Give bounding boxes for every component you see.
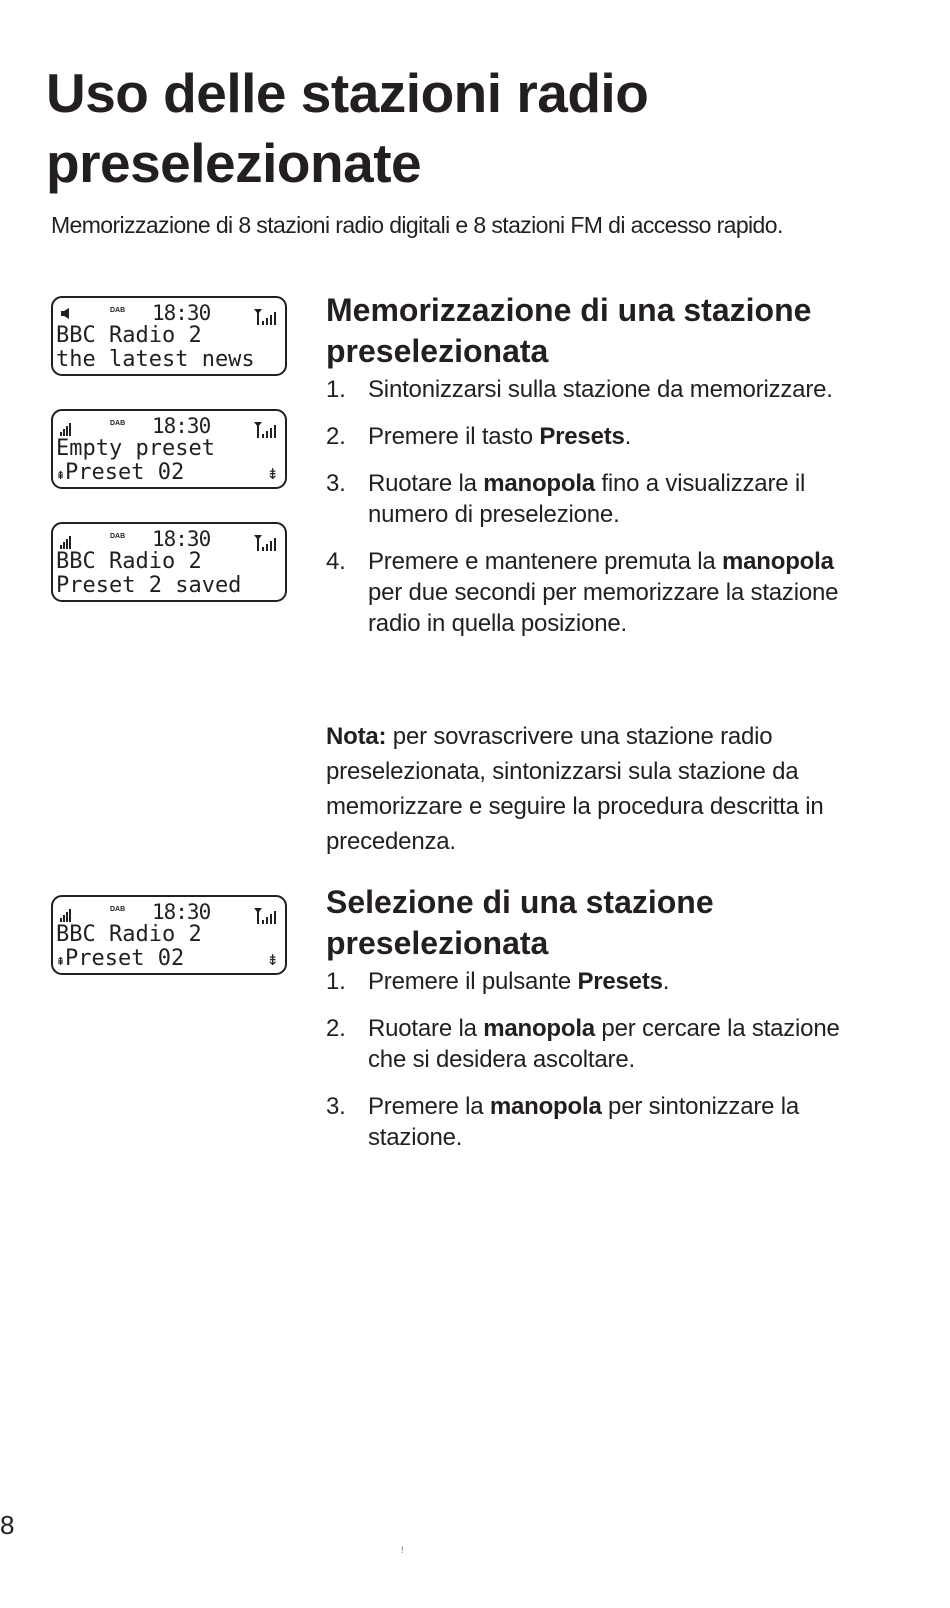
clock-readout: 18:30 (152, 301, 211, 325)
step-text-bold: manopola (483, 1015, 595, 1042)
lcd-line-1: BBC Radio 2 (56, 549, 202, 574)
up-down-arrow-icon: ⇞ (56, 465, 66, 483)
step-text-bold: manopola (483, 470, 595, 497)
signal-bars-icon (59, 907, 73, 923)
signal-strength-icon (253, 534, 281, 552)
signal-strength-icon (253, 308, 281, 326)
signal-strength-icon (253, 907, 281, 925)
store-preset-steps (326, 374, 866, 655)
signal-strength-icon (253, 421, 281, 439)
step-number: 3. (326, 470, 346, 497)
page-number: 8 (0, 1510, 15, 1540)
lcd-line-1: BBC Radio 2 (56, 323, 202, 348)
step-text: Sintonizzarsi sulla stazione da memorizzare. (368, 376, 833, 403)
volume-bars-icon (59, 308, 73, 324)
step-text-post: per due secondi per memorizzare la stazione radio in quella posizione. (368, 579, 839, 637)
list-item (326, 1091, 866, 1153)
step-text-bold: Presets (539, 423, 625, 450)
step-number: 1. (326, 376, 346, 403)
step-number: 2. (326, 423, 346, 450)
note-text: per sovrascrivere una stazione radio preselezionata, sintonizzarsi sula stazione da memorizzare e seguire la procedura descritta in precedenza. (326, 723, 824, 855)
clock-readout: 18:30 (152, 900, 211, 924)
lcd-line-1: Empty preset (56, 436, 215, 461)
step-text: Premere il tasto (368, 423, 540, 450)
step-number: 3. (326, 1093, 346, 1120)
note-paragraph (326, 719, 846, 859)
step-text-post: per cercare la stazione che si desidera ascoltare. (368, 1015, 840, 1073)
band-label: DAB (110, 307, 126, 314)
list-item (326, 546, 866, 639)
page-subtitle: Memorizzazione di 8 stazioni radio digitali e 8 stazioni FM di accesso rapido. (51, 212, 783, 238)
step-text: Premere il pulsante (368, 968, 578, 995)
heading-line2: preselezionata (326, 333, 549, 369)
page-title (46, 58, 906, 198)
page-title-line1: Uso delle stazioni radio (46, 62, 649, 124)
lcd-line-2: the latest news (56, 347, 255, 372)
up-down-arrow-icon: ⇟ (266, 952, 279, 969)
lcd-display-3 (51, 522, 287, 602)
step-text-post: . (624, 423, 632, 450)
lcd-status-bar (53, 416, 285, 438)
list-item (326, 374, 866, 405)
band-label: DAB (110, 420, 126, 427)
lcd-line-1: BBC Radio 2 (56, 922, 202, 947)
band-label: DAB (110, 533, 126, 540)
list-item (326, 421, 866, 452)
lcd-line-2: Preset 2 saved (56, 573, 242, 598)
step-number: 2. (326, 1015, 346, 1042)
lcd-status-bar (53, 303, 285, 325)
lcd-line-2-text: Preset 02 (65, 460, 185, 485)
lcd-line-2-text: Preset 02 (65, 946, 185, 971)
section-heading-select-preset (326, 882, 866, 964)
select-preset-steps (326, 966, 866, 1169)
list-item (326, 468, 866, 530)
note-label: Nota: (326, 723, 387, 750)
step-number: 4. (326, 548, 346, 575)
clock-readout: 18:30 (152, 527, 211, 551)
lcd-status-bar (53, 902, 285, 924)
step-text-bold: manopola (489, 1093, 602, 1120)
list-item (326, 1013, 866, 1075)
page-title-line2: preselezionate (46, 132, 422, 194)
up-down-arrow-icon: ⇟ (266, 466, 279, 483)
step-text: Ruotare la (368, 1015, 484, 1042)
lcd-display-2 (51, 409, 287, 489)
step-text-post: fino a visualizzare il numero di preselezione. (368, 470, 806, 528)
step-text-post: . (662, 968, 670, 995)
clock-readout: 18:30 (152, 414, 211, 438)
step-text: Ruotare la (368, 470, 484, 497)
heading-line1: Memorizzazione di una stazione (326, 292, 812, 328)
lcd-line-2 (56, 947, 184, 972)
band-label: DAB (110, 906, 126, 913)
step-text-bold: manopola (721, 548, 834, 575)
lcd-display-4 (51, 895, 287, 975)
list-item (326, 966, 866, 997)
signal-bars-icon (59, 421, 73, 437)
section-heading-store-preset (326, 290, 866, 372)
heading-line1: Selezione di una stazione (326, 884, 714, 920)
signal-bars-icon (59, 534, 73, 550)
step-text: Premere e mantenere premuta la (368, 548, 722, 575)
up-down-arrow-icon: ⇞ (56, 951, 66, 969)
step-text-bold: Presets (577, 968, 663, 995)
step-text: Premere la (368, 1093, 490, 1120)
lcd-display-1 (51, 296, 287, 376)
step-number: 1. (326, 968, 346, 995)
lcd-line-2 (56, 461, 184, 486)
bottom-mark: ! (401, 1545, 404, 1555)
heading-line2: preselezionata (326, 925, 549, 961)
lcd-status-bar (53, 529, 285, 551)
step-text-post: per sintonizzare la stazione. (368, 1093, 800, 1151)
